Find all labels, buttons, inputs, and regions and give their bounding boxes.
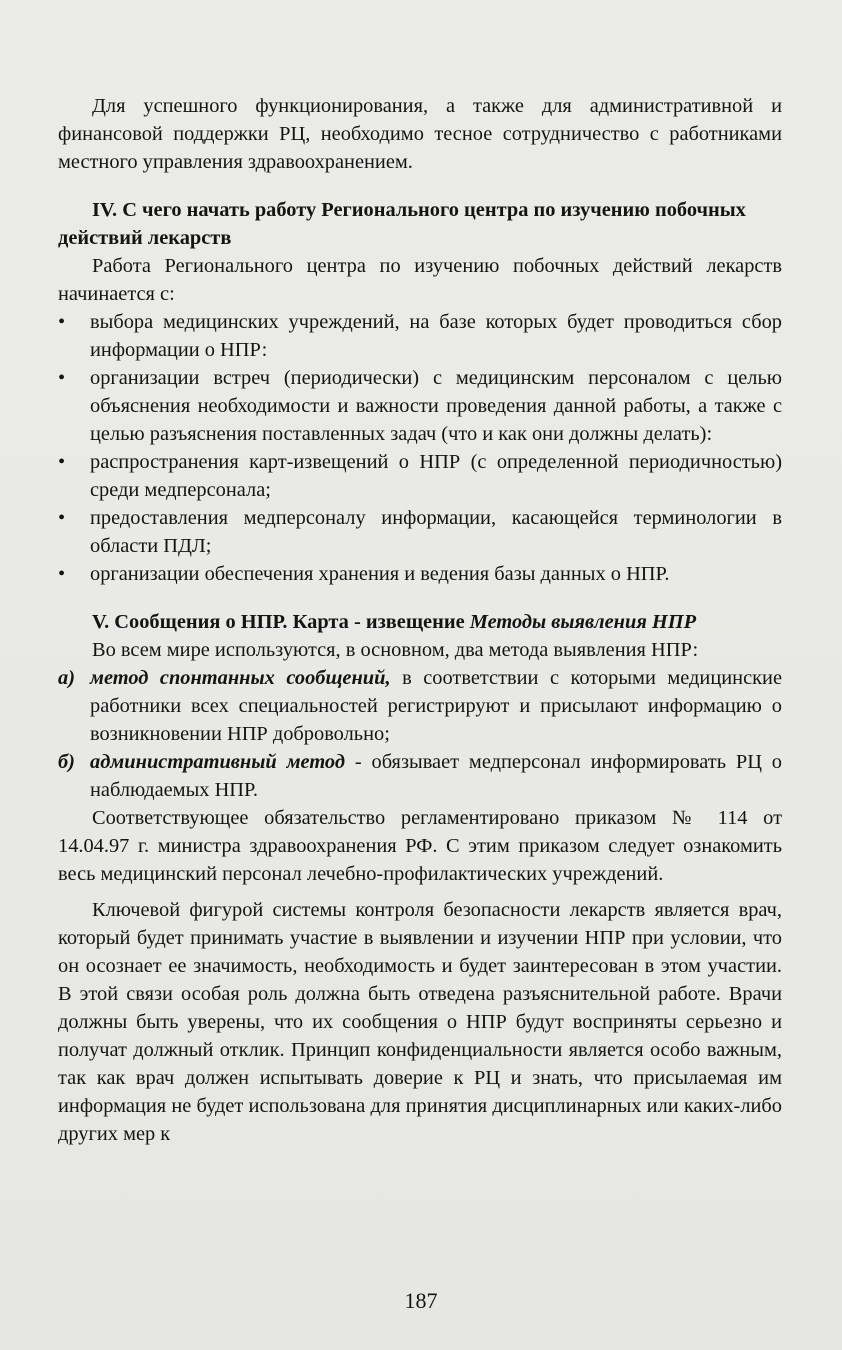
bullet-text: предоставления медперсоналу информации, касающейся терминологии в области ПДЛ; xyxy=(90,507,782,557)
method-text xyxy=(90,748,782,804)
bullet-text: распространения карт-извещений о НПР (с определенной периодичностью) среди медперсонала; xyxy=(90,451,782,501)
section-5-heading-plain: V. Сообщения о НПР. Карта - извещение xyxy=(92,611,470,633)
method-text xyxy=(90,664,782,748)
physician-paragraph: Ключевой фигурой системы контроля безопасности лекарств является врач, который будет принимать участие в выявлении и изучении НПР при условии, что он осознает ее значимость, необходимость и будет заинтересован в этом участии. В этой связи особая роль должна быть отведена разъяснительной работе. Врачи должны быть уверены, что их сообщения о НПР будут восприняты серьезно и получат должный отклик. Принцип конфиденциальности является особо важным, так как врач должен испытывать доверие к РЦ и знать, что присылаемая им информация не будет использована для принятия дисциплинарных или каких-либо других мер к xyxy=(58,899,782,1145)
bullet-marker: • xyxy=(58,507,66,529)
bullet-item xyxy=(58,448,782,504)
section-5-heading-italic: Методы выявления НПР xyxy=(469,611,697,633)
bullet-item xyxy=(58,504,782,560)
method-description: - обязывает медперсонал информировать РЦ о наблюдаемых НПР. xyxy=(90,751,783,801)
bullet-item xyxy=(58,364,782,448)
bullet-item xyxy=(58,308,782,364)
method-term: административный метод xyxy=(90,751,345,773)
bullet-marker: • xyxy=(58,311,66,333)
bullet-text: организации обеспечения хранения и ведения базы данных о НПР. xyxy=(90,563,670,585)
bullet-marker: • xyxy=(58,563,66,585)
method-term: метод спонтанных сообщений, xyxy=(90,667,391,689)
bullet-item xyxy=(58,560,782,588)
method-marker: б) xyxy=(58,751,75,773)
method-marker: а) xyxy=(58,667,75,689)
bullet-marker: • xyxy=(58,451,66,473)
page-number: 187 xyxy=(404,1288,438,1313)
bullet-text: организации встреч (периодически) с медицинским персоналом с целью объяснения необходимости и важности проведения данной работы, а также с целью разъяснения поставленных задач (что и как они должны делать): xyxy=(90,367,782,445)
method-item xyxy=(58,664,782,748)
order-paragraph: Соответствующее обязательство регламентировано приказом № 114 от 14.04.97 г. министра здравоохранения РФ. С этим приказом следует ознакомить весь медицинский персонал лечебно-профилактических учреждений. xyxy=(58,807,782,885)
method-description: в соответствии с которыми медицинские работники всех специальностей регистрируют и присылают информацию о возникновении НПР добровольно; xyxy=(90,667,782,745)
section-4-lead: Работа Регионального центра по изучению побочных действий лекарств начинается с: xyxy=(58,255,782,305)
section-4-heading: IV. С чего начать работу Регионального центра по изучению побочных действий лекарств xyxy=(58,199,746,249)
method-item xyxy=(58,748,782,804)
section-5-lead: Во всем мире используются, в основном, два метода выявления НПР: xyxy=(92,639,699,661)
section-5-heading xyxy=(58,608,782,636)
bullet-marker: • xyxy=(58,367,66,389)
intro-paragraph: Для успешного функционирования, а также для административной и финансовой поддержки РЦ, необходимо тесное сотрудничество с работниками местного управления здравоохранением. xyxy=(58,95,782,173)
bullet-text: выбора медицинских учреждений, на базе которых будет проводиться сбор информации о НПР: xyxy=(90,311,782,361)
page-body xyxy=(58,92,782,1148)
